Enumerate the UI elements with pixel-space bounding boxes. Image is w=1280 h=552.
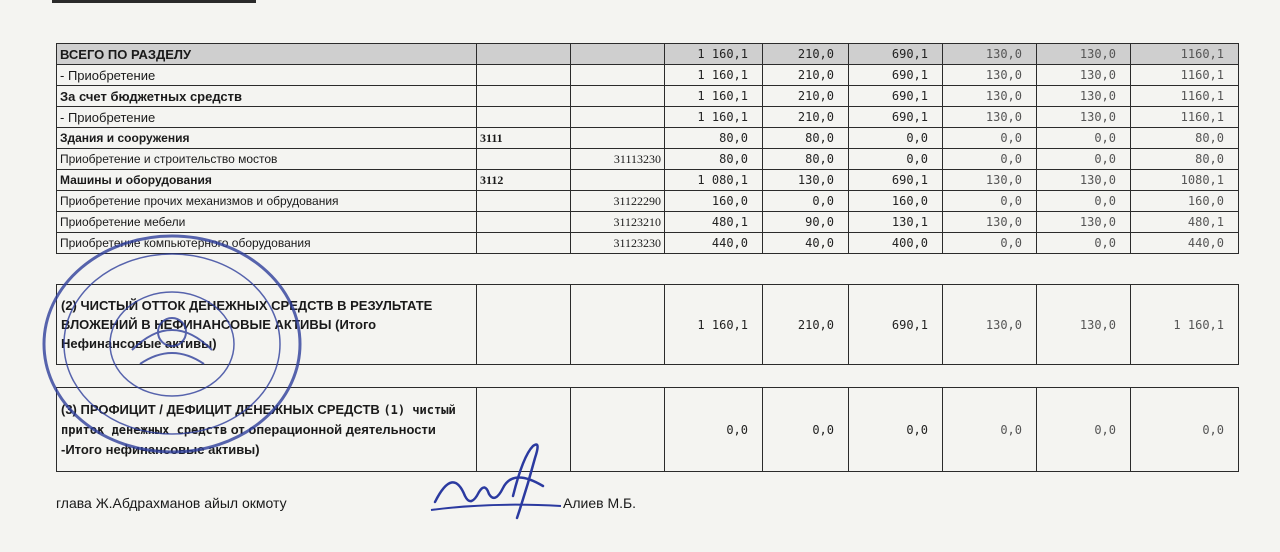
value-cell: 1 160,1: [665, 285, 763, 365]
code-cell: [571, 285, 665, 365]
value-cell: 0,0: [943, 149, 1037, 170]
surplus-table: [56, 387, 1239, 472]
row-label: Здания и сооружения: [57, 128, 477, 149]
value-cell: 1160,1: [1131, 44, 1239, 65]
surplus-label-c: от операционной деятельности -Итого нефинансовые активы): [61, 422, 436, 457]
article-code: [477, 44, 571, 65]
surplus-label-b: (1) чистый приток денежных средств: [61, 403, 456, 437]
value-cell: 40,0: [763, 233, 849, 254]
row-label: ВСЕГО ПО РАЗДЕЛУ: [57, 44, 477, 65]
value-cell: 130,0: [943, 44, 1037, 65]
value-cell: 690,1: [849, 170, 943, 191]
table-row: [57, 149, 1239, 170]
value-cell: 0,0: [943, 191, 1037, 212]
value-cell: 0,0: [849, 149, 943, 170]
code-cell: [477, 285, 571, 365]
row-label: - Приобретение: [57, 107, 477, 128]
table-row: [57, 128, 1239, 149]
value-cell: 130,1: [849, 212, 943, 233]
article-code: 3112: [477, 170, 571, 191]
item-code: [571, 170, 665, 191]
value-cell: 130,0: [943, 285, 1037, 365]
table-row: [57, 65, 1239, 86]
value-cell: 690,1: [849, 285, 943, 365]
item-code: 31123230: [571, 233, 665, 254]
article-code: [477, 191, 571, 212]
article-code: [477, 107, 571, 128]
value-cell: 130,0: [1037, 170, 1131, 191]
value-cell: 210,0: [763, 65, 849, 86]
value-cell: 690,1: [849, 44, 943, 65]
item-code: [571, 107, 665, 128]
value-cell: 480,1: [1131, 212, 1239, 233]
row-label: - Приобретение: [57, 65, 477, 86]
value-cell: 210,0: [763, 86, 849, 107]
value-cell: 1080,1: [1131, 170, 1239, 191]
head-position: глава Ж.Абдрахманов айыл окмоту: [56, 495, 287, 511]
row-label: Приобретение и строительство мостов: [57, 149, 477, 170]
section-table: [56, 43, 1239, 254]
value-cell: 1 160,1: [665, 44, 763, 65]
value-cell: 90,0: [763, 212, 849, 233]
value-cell: 1 160,1: [1131, 285, 1239, 365]
value-cell: 0,0: [943, 128, 1037, 149]
item-code: [571, 65, 665, 86]
value-cell: 0,0: [1037, 149, 1131, 170]
value-cell: 210,0: [763, 107, 849, 128]
value-cell: 160,0: [849, 191, 943, 212]
value-cell: 1 160,1: [665, 107, 763, 128]
value-cell: 0,0: [849, 388, 943, 472]
table-row: [57, 233, 1239, 254]
outflow-label: (2) ЧИСТЫЙ ОТТОК ДЕНЕЖНЫХ СРЕДСТВ В РЕЗУЛЬТАТЕ ВЛОЖЕНИЙ В НЕФИНАНСОВЫЕ АКТИВЫ (Итого Нефинансовые активы): [57, 285, 477, 365]
article-code: [477, 233, 571, 254]
value-cell: 0,0: [1037, 233, 1131, 254]
surplus-label-a: (3) ПРОФИЦИТ / ДЕФИЦИТ ДЕНЕЖНЫХ СРЕДСТВ: [61, 402, 380, 417]
value-cell: 130,0: [763, 170, 849, 191]
value-cell: 1 160,1: [665, 65, 763, 86]
item-code: [571, 86, 665, 107]
value-cell: 160,0: [1131, 191, 1239, 212]
article-code: 3111: [477, 128, 571, 149]
value-cell: 0,0: [1037, 388, 1131, 472]
value-cell: 130,0: [943, 86, 1037, 107]
value-cell: 130,0: [943, 65, 1037, 86]
value-cell: 0,0: [1037, 128, 1131, 149]
value-cell: 0,0: [1037, 191, 1131, 212]
item-code: [571, 128, 665, 149]
value-cell: 690,1: [849, 65, 943, 86]
value-cell: 1 080,1: [665, 170, 763, 191]
table-row: [57, 170, 1239, 191]
value-cell: 130,0: [1037, 212, 1131, 233]
value-cell: 210,0: [763, 285, 849, 365]
value-cell: 130,0: [1037, 107, 1131, 128]
value-cell: 0,0: [943, 388, 1037, 472]
article-code: [477, 86, 571, 107]
value-cell: 80,0: [665, 128, 763, 149]
value-cell: 0,0: [849, 128, 943, 149]
value-cell: 130,0: [1037, 285, 1131, 365]
value-cell: 0,0: [763, 191, 849, 212]
value-cell: 690,1: [849, 86, 943, 107]
value-cell: 400,0: [849, 233, 943, 254]
value-cell: 0,0: [763, 388, 849, 472]
article-code: [477, 65, 571, 86]
table-row: [57, 212, 1239, 233]
row-label: Машины и оборудования: [57, 170, 477, 191]
value-cell: 0,0: [943, 233, 1037, 254]
value-cell: 1160,1: [1131, 86, 1239, 107]
item-code: 31122290: [571, 191, 665, 212]
code-cell: [477, 388, 571, 472]
article-code: [477, 212, 571, 233]
value-cell: 130,0: [1037, 65, 1131, 86]
value-cell: 80,0: [763, 128, 849, 149]
value-cell: 130,0: [1037, 86, 1131, 107]
value-cell: 1160,1: [1131, 65, 1239, 86]
value-cell: 130,0: [943, 107, 1037, 128]
value-cell: 80,0: [1131, 149, 1239, 170]
value-cell: 80,0: [763, 149, 849, 170]
item-code: [571, 44, 665, 65]
row-label: Приобретение прочих механизмов и обрудования: [57, 191, 477, 212]
article-code: [477, 149, 571, 170]
value-cell: 1 160,1: [665, 86, 763, 107]
value-cell: 210,0: [763, 44, 849, 65]
outflow-table: [56, 284, 1239, 365]
top-rule: [52, 0, 256, 3]
value-cell: 0,0: [665, 388, 763, 472]
value-cell: 440,0: [665, 233, 763, 254]
value-cell: 0,0: [1131, 388, 1239, 472]
code-cell: [571, 388, 665, 472]
value-cell: 80,0: [1131, 128, 1239, 149]
value-cell: 160,0: [665, 191, 763, 212]
value-cell: 1160,1: [1131, 107, 1239, 128]
value-cell: 440,0: [1131, 233, 1239, 254]
signatory-name: Алиев М.Б.: [563, 495, 637, 511]
item-code: 31123210: [571, 212, 665, 233]
value-cell: 80,0: [665, 149, 763, 170]
surplus-label: [57, 388, 477, 472]
row-label: Приобретение мебели: [57, 212, 477, 233]
table-row: [57, 44, 1239, 65]
surplus-row: [57, 388, 1239, 472]
outflow-row: [57, 285, 1239, 365]
table-row: [57, 191, 1239, 212]
row-label: Приобретение компьютерного оборудования: [57, 233, 477, 254]
value-cell: 130,0: [943, 212, 1037, 233]
value-cell: 130,0: [943, 170, 1037, 191]
table-row: [57, 86, 1239, 107]
value-cell: 690,1: [849, 107, 943, 128]
row-label: За счет бюджетных средств: [57, 86, 477, 107]
item-code: 31113230: [571, 149, 665, 170]
value-cell: 130,0: [1037, 44, 1131, 65]
value-cell: 480,1: [665, 212, 763, 233]
table-row: [57, 107, 1239, 128]
